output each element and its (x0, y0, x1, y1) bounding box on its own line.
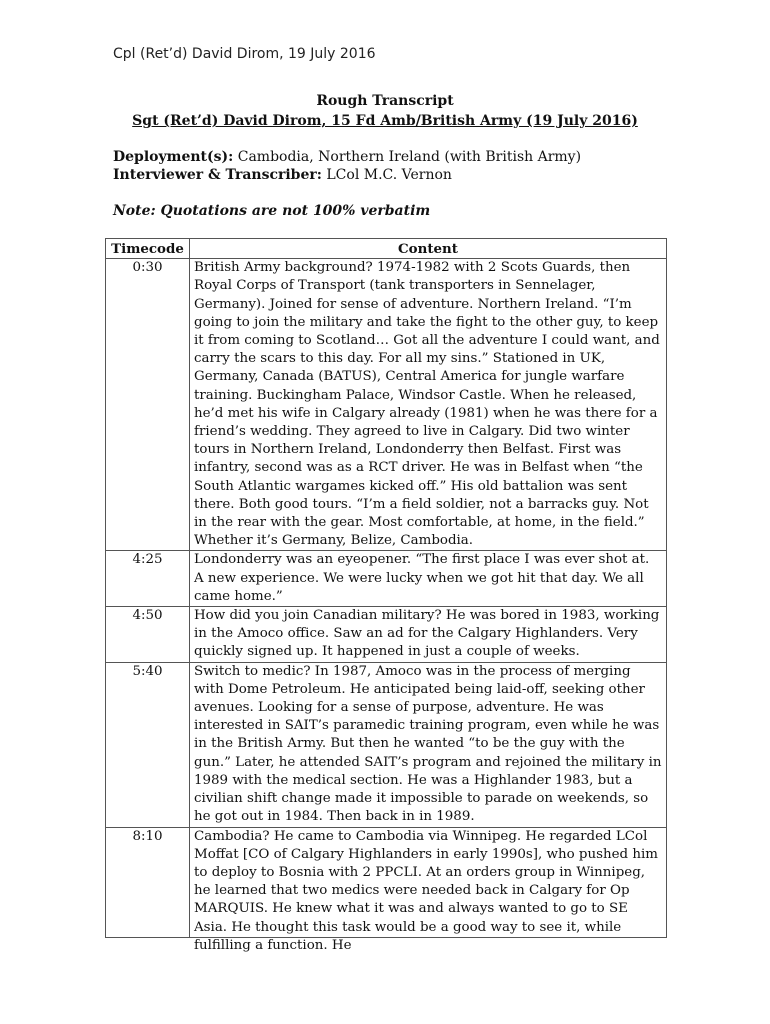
deployments-value: Cambodia, Northern Ireland (with British Army) (233, 149, 582, 165)
transcript-table (105, 238, 667, 953)
table-row (106, 551, 667, 607)
deployments-label: Deployment(s): (113, 149, 234, 165)
content-cell-text: Cambodia? He came to Cambodia via Winnipeg. He regarded LCol Moffat [CO of Calgary Highlanders in early 1990s], who pushed him to deploy to Bosnia with 2 PPCLI. At an orders group in Winnipeg, he learned that two medics were needed back in Calgary for Op MARQUIS. He knew what it was and always wanted to go to SE Asia. He thought this task would be a good way to see it, while fulfilling a function. He (194, 828, 658, 953)
timecode-cell: 4:50 (106, 607, 190, 663)
table-row (106, 259, 667, 551)
deployments-line (113, 148, 581, 166)
content-cell: Switch to medic? In 1987, Amoco was in the process of merging with Dome Petroleum. He anticipated being laid-off, seeking other avenues. Looking for a sense of purpose, adventure. He was interested in SAIT’s paramedic training program, even while he was in the British Army. But then he wanted “to be the guy with the gun.” Later, he attended SAIT’s program and rejoined the military in 1989 with the medical section. He was a Highlander 1983, but a civilian shift change made it impossible to parade on weekends, so he got out in 1984. Then back in in 1989. (190, 662, 667, 827)
table-row (106, 662, 667, 827)
timecode-cell: 5:40 (106, 662, 190, 827)
timecode-header: Timecode (106, 239, 190, 259)
timecode-cell: 4:25 (106, 551, 190, 607)
document-title: Rough Transcript (316, 93, 454, 109)
table-header-row (106, 239, 667, 259)
content-cell (190, 827, 667, 953)
verbatim-note: Note: Quotations are not 100% verbatim (113, 203, 431, 219)
table-row (106, 607, 667, 663)
interviewer-line (113, 166, 581, 184)
content-cell: How did you join Canadian military? He was bored in 1983, working in the Amoco office. Saw an ad for the Calgary Highlanders. Very quickly signed up. It happened in just a couple of weeks. (190, 607, 667, 663)
table-row (106, 827, 667, 937)
title-block (0, 92, 770, 130)
content-header: Content (190, 239, 667, 259)
running-header: Cpl (Ret’d) David Dirom, 19 July 2016 (113, 46, 376, 62)
content-cell: British Army background? 1974-1982 with 2 Scots Guards, then Royal Corps of Transport (tank transporters in Sennelager, Germany). Joined for sense of adventure. Northern Ireland. “I’m going to join the military and take the fight to the other guy, to keep it from coming to Scotland… Got all the adventure I could want, and carry the scars to this day. For all my sins.” Stationed in UK, Germany, Canada (BATUS), Central America for jungle warfare training. Buckingham Palace, Windsor Castle. When he released, he’d met his wife in Calgary already (1981) when he was there for a friend’s wedding. They agreed to live in Calgary. Did two winter tours in Northern Ireland, Londonderry then Belfast. First was infantry, second was as a RCT driver. He was in Belfast when “the South Atlantic wargames kicked off.” His old battalion was sent there. Both good tours. “I’m a field soldier, not a barracks guy. Not in the rear with the gear. Most comfortable, at home, in the field.” Whether it’s Germany, Belize, Cambodia. (190, 259, 667, 551)
timecode-cell: 0:30 (106, 259, 190, 551)
document-subtitle: Sgt (Ret’d) David Dirom, 15 Fd Amb/British Army (19 July 2016) (132, 113, 638, 129)
interviewer-label: Interviewer & Transcriber: (113, 167, 322, 183)
interviewer-value: LCol M.C. Vernon (321, 167, 452, 183)
content-cell: Londonderry was an eyeopener. “The first place I was ever shot at. A new experience. We were lucky when we got hit that day. We all came home.” (190, 551, 667, 607)
timecode-cell: 8:10 (106, 827, 190, 937)
metadata-block (113, 148, 581, 184)
